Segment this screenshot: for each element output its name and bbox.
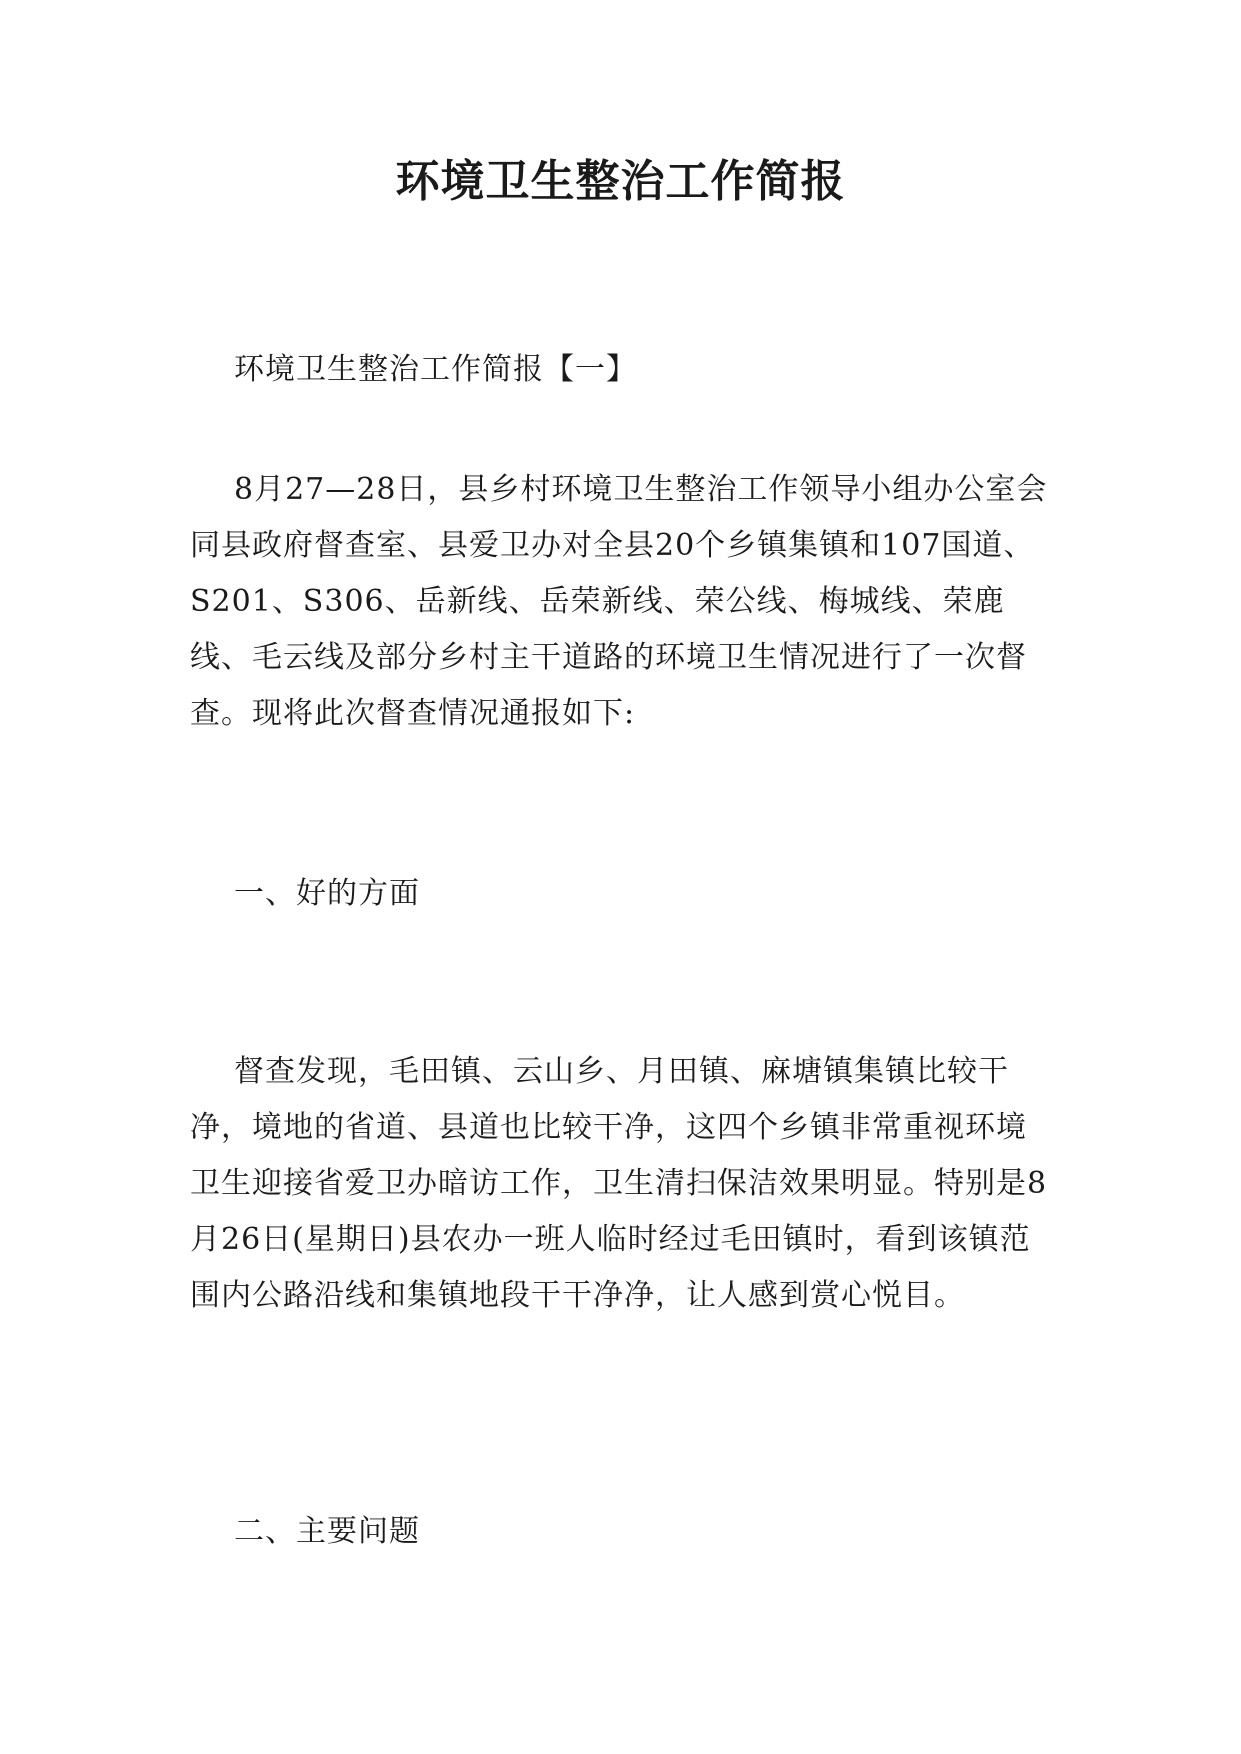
document-subtitle: 环境卫生整治工作简报【一】 xyxy=(234,352,637,387)
document-title: 环境卫生整治工作简报 xyxy=(395,156,846,207)
section-heading-good-aspects: 一、好的方面 xyxy=(234,876,420,911)
paragraph-findings: 督查发现，毛田镇、云山乡、月田镇、麻塘镇集镇比较干净，境地的省道、县道也比较干净，这四个乡镇非常重视环境卫生迎接省爱卫办暗访工作，卫生清扫保洁效果明显。特别是8月26日(星期日)县农办一班人临时经过毛田镇时，看到该镇范围内公路沿线和集镇地段干干净净，让人感到赏心悦目。 xyxy=(190,1054,1048,1313)
paragraph-intro: 8月27—28日，县乡村环境卫生整治工作领导小组办公室会同县政府督查室、县爱卫办对全县20个乡镇集镇和107国道、S201、S306、岳新线、岳荣新线、荣公线、梅城线、荣鹿线、毛云线及部分乡村主干道路的环境卫生情况进行了一次督查。现将此次督查情况通报如下: xyxy=(190,472,1048,731)
section-heading-main-problems: 二、主要问题 xyxy=(234,1514,420,1549)
